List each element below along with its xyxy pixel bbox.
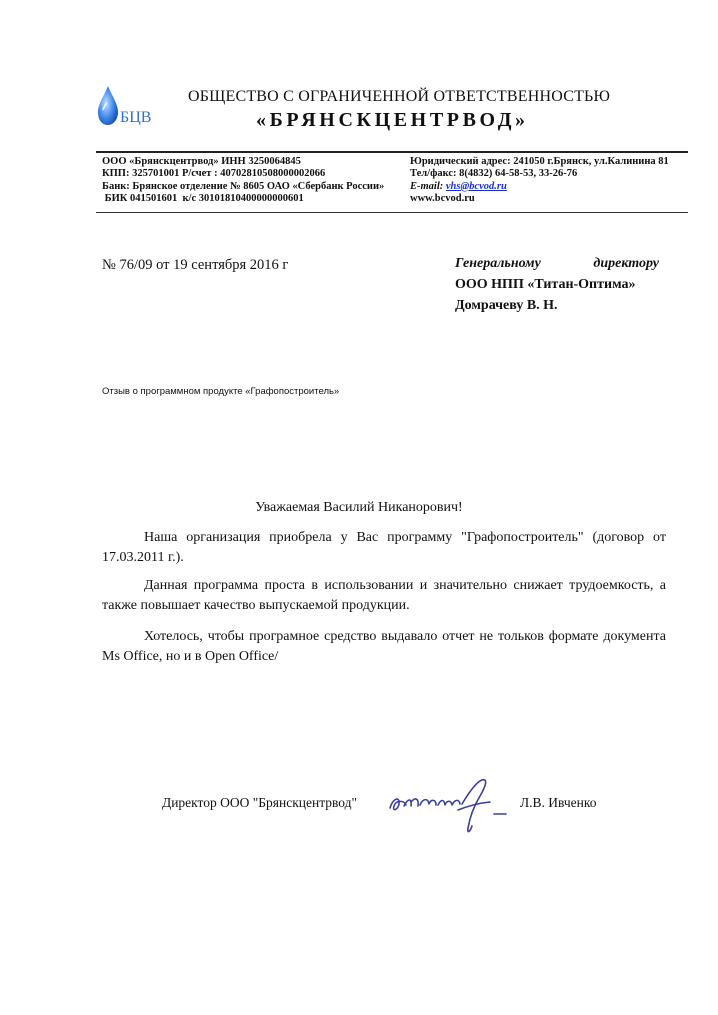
org-name: «БРЯНСКЦЕНТРВОД» <box>256 109 529 131</box>
requisites-line: ООО «Брянскцентрвод» ИНН 3250064845 <box>102 156 301 167</box>
company-logo <box>96 82 160 138</box>
phone-fax: Тел/факс: 8(4832) 64-58-53, 33-26-76 <box>410 168 578 180</box>
legal-address: Юридический адрес: 241050 г.Брянск, ул.Калинина 81 <box>410 156 669 167</box>
email-line <box>410 181 669 193</box>
requisites-line: БИК 041501601 к/с 30101810400000000601 <box>102 192 304 204</box>
handwritten-signature <box>384 772 514 842</box>
requisites-right <box>410 156 669 205</box>
greeting: Уважаемая Василий Никанорович! <box>255 500 463 515</box>
header-divider-top <box>96 151 688 153</box>
document-number-date: № 76/09 от 19 сентября 2016 г <box>102 257 289 273</box>
addressee-position-word: директору <box>593 256 659 271</box>
addressee-position-word: Генеральному <box>455 256 541 271</box>
email-link[interactable]: vhs@bcvod.ru <box>445 180 507 192</box>
body-paragraph: Данная программа проста в использовании и значительно снижает трудоемкость, а также повышает качество выпускаемой продукции. <box>102 578 666 613</box>
addressee-name: Домрачеву В. Н. <box>455 298 558 313</box>
svg-text:БЦВ: БЦВ <box>120 109 152 126</box>
requisites-line: КПП: 325701001 Р/счет : 40702810508000002066 <box>102 168 326 180</box>
requisites-left <box>102 156 384 205</box>
letter-subject: Отзыв о программном продукте «Графопостроитель» <box>102 386 340 397</box>
body-paragraph: Наша организация приобрела у Вас программу "Графопостроитель" (договор от 17.03.2011 г.). <box>102 530 666 565</box>
header-divider-bottom <box>96 212 688 213</box>
website-link[interactable]: www.bcvod.ru <box>410 192 475 204</box>
org-type: ОБЩЕСТВО С ОГРАНИЧЕННОЙ ОТВЕТСТВЕННОСТЬЮ <box>188 88 611 105</box>
addressee-block <box>455 253 659 316</box>
signatory-name: Л.В. Ивченко <box>520 795 597 810</box>
addressee-company: ООО НПП «Титан-Оптима» <box>455 277 636 292</box>
signatory-title: Директор ООО "Брянскцентрвод" <box>162 795 358 810</box>
body-paragraph: Хотелось, чтобы програмное средство выдавало отчет не тольков формате документа Ms Office, но и в Open Office/ <box>102 629 666 664</box>
requisites-line: Банк: Брянское отделение № 8605 ОАО «Сбербанк России» <box>102 180 385 192</box>
addressee-line <box>455 253 659 274</box>
email-label: E-mail: <box>410 180 446 192</box>
